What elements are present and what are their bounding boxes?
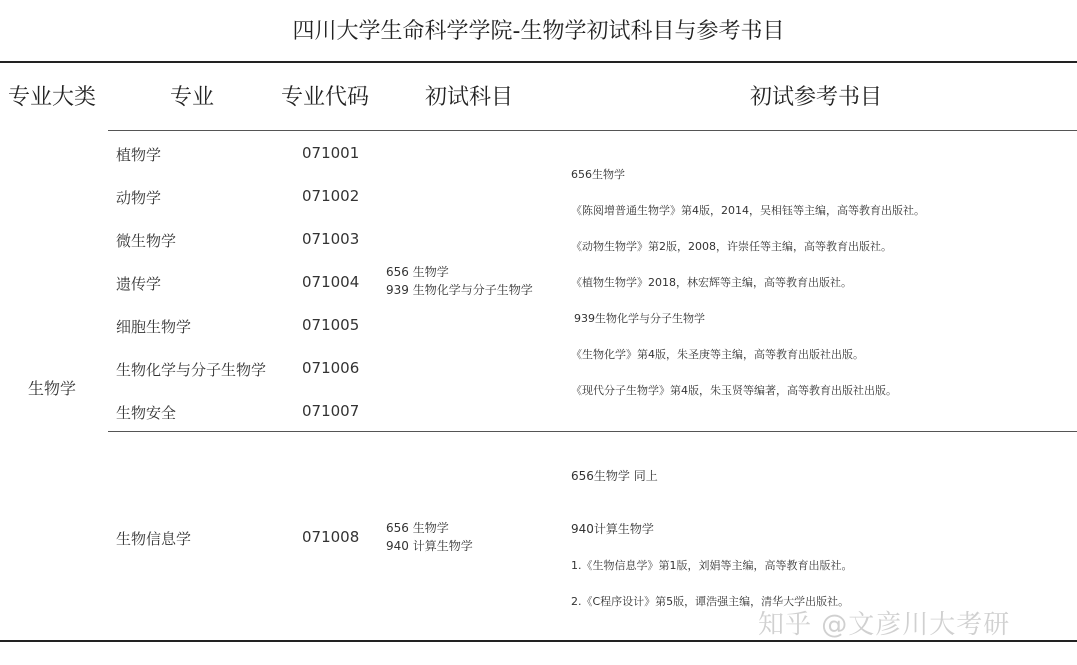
major-cell: 遗传学 [116,275,162,293]
major-cell: 生物信息学 [116,530,192,548]
book-line: 656生物学 同上 [571,469,658,483]
code-cell: 071004 [302,273,360,291]
code-cell: 071001 [302,144,360,162]
header-subjects: 初试科目 [425,85,514,110]
header-rule [108,130,1077,131]
subject-line: 656 生物学 [386,265,449,279]
major-cell: 植物学 [116,146,162,164]
code-cell: 071007 [302,402,360,420]
group-divider [108,431,1077,432]
book-line: 《植物生物学》2018，林宏辉等主编，高等教育出版社。 [571,276,852,289]
major-cell: 生物化学与分子生物学 [116,361,267,379]
book-line: 1.《生物信息学》第1版，刘娟等主编，高等教育出版社。 [571,559,853,572]
header-books: 初试参考书目 [750,85,883,110]
book-line: 《生物化学》第4版，朱圣庚等主编，高等教育出版社出版。 [571,348,864,361]
subject-line: 940 计算生物学 [386,539,473,553]
book-line: 939生物化学与分子生物学 [574,312,705,325]
code-cell: 071002 [302,187,360,205]
major-cell: 细胞生物学 [116,318,192,336]
code-cell: 071008 [302,528,360,546]
book-line: 656生物学 [571,168,625,181]
major-cell: 生物安全 [116,404,177,422]
header-category: 专业大类 [8,85,97,110]
subject-line: 939 生物化学与分子生物学 [386,283,533,297]
code-cell: 071006 [302,359,360,377]
code-cell: 071005 [302,316,360,334]
header-major: 专业 [170,85,215,110]
watermark: 知乎 @文彦川大考研 [758,610,1011,640]
book-line: 《现代分子生物学》第4版，朱玉贤等编著，高等教育出版社出版。 [571,384,897,397]
category-cell: 生物学 [28,379,77,398]
book-line: 《动物生物学》第2版，2008，许崇任等主编，高等教育出版社。 [571,240,892,253]
book-line: 940计算生物学 [571,522,654,536]
page-title: 四川大学生命科学学院-生物学初试科目与参考书目 [292,19,785,44]
subject-line: 656 生物学 [386,521,449,535]
code-cell: 071003 [302,230,360,248]
top-rule [0,61,1077,63]
book-line: 《陈阅增普通生物学》第4版，2014，吴相钰等主编，高等教育出版社。 [571,204,925,217]
major-cell: 动物学 [116,189,162,207]
header-code: 专业代码 [281,85,370,110]
book-line: 2.《C程序设计》第5版，谭浩强主编，清华大学出版社。 [571,595,850,608]
major-cell: 微生物学 [116,232,177,250]
